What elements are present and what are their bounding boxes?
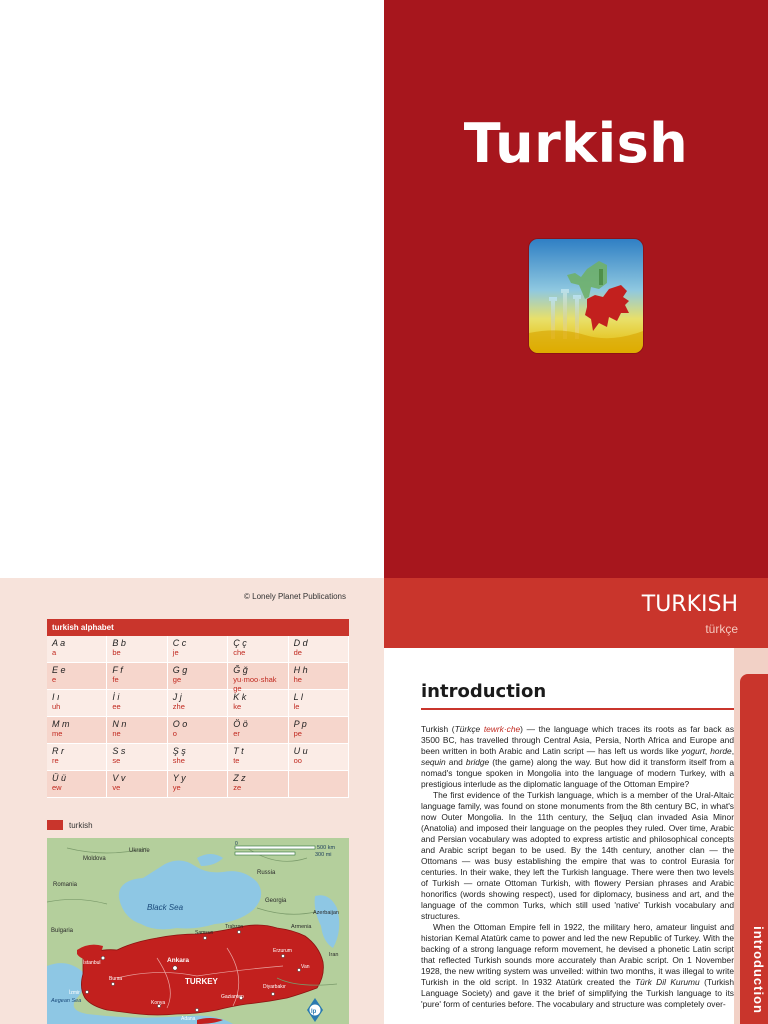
scale-mi: 300 mi <box>315 852 332 858</box>
paragraph-3: When the Ottoman Empire fell in 1922, the military hero, amateur linguist and historian Kemal Atatürk came to power and led the new Republic of Turkey. With the backing of a strong language reform movement, he devised a phonetic Latin script that reflected Turkish sounds more accurately than Arabic script. On 1 November 1928, the new writing system was unveiled: within two months, it was illegal to write Turkish in the old script. In 1932 Atatürk created the Türk Dil Kurumu (Turkish Language Society) and gave it the brief of simplifying the Turkish language to its 'pure' form of centuries before. The vocabulary and structure was completely over- <box>421 922 734 1009</box>
map-label-samsun: Samsun <box>195 930 214 936</box>
map-label-black-sea: Black Sea <box>147 903 184 912</box>
alphabet-letter: L l <box>293 692 303 702</box>
right-page <box>384 578 768 1024</box>
alphabet-cell <box>228 690 288 717</box>
left-page <box>0 578 384 1024</box>
alphabet-pronunciation: de <box>293 648 302 657</box>
alphabet-pronunciation: re <box>52 756 59 765</box>
alphabet-pronunciation: pe <box>293 729 302 738</box>
alphabet-letter: S s <box>112 746 126 756</box>
alphabet-cell <box>228 717 288 744</box>
legend-label: turkish <box>69 820 93 830</box>
alphabet-letter: N n <box>112 719 127 729</box>
alphabet-cell <box>168 717 228 744</box>
section-tab <box>740 674 768 1024</box>
alphabet-pronunciation: a <box>52 648 57 657</box>
alphabet-cell <box>228 744 288 771</box>
map-label-turkey: TURKEY <box>185 977 218 986</box>
cover-title: Turkish <box>463 112 689 175</box>
map-label-diyarbakir: Diyarbakır <box>263 984 286 990</box>
alphabet-pronunciation: ze <box>233 783 242 792</box>
alphabet-cell <box>289 663 349 690</box>
map-label-adana: Adana <box>181 1016 196 1022</box>
alphabet-cell <box>228 636 288 663</box>
alphabet-cell <box>289 771 349 798</box>
alphabet-letter: P p <box>293 719 307 729</box>
alphabet-letter: A a <box>52 638 66 648</box>
alphabet-letter: K k <box>233 692 247 702</box>
alphabet-pronunciation: yu·moo·shak ge <box>233 675 277 693</box>
alphabet-letter: Ü ü <box>52 773 67 783</box>
alphabet-pronunciation: ve <box>112 783 121 792</box>
alphabet-letter: İ i <box>112 692 120 702</box>
alphabet-cell <box>47 771 107 798</box>
alphabet-cell <box>47 744 107 771</box>
alphabet-letter: G g <box>172 665 188 675</box>
map-label-bursa: Bursa <box>109 976 123 982</box>
alphabet-cell <box>228 771 288 798</box>
alphabet-letter: V v <box>112 773 126 783</box>
svg-text:0: 0 <box>235 841 238 847</box>
alphabet-pronunciation: ne <box>112 729 121 738</box>
heading-rule <box>421 708 734 710</box>
alphabet-letter: D d <box>293 638 308 648</box>
map-label-russia: Russia <box>257 870 276 876</box>
map-label-romania: Romania <box>53 882 78 888</box>
alphabet-pronunciation: she <box>172 756 185 765</box>
alphabet-letter: J j <box>172 692 182 702</box>
alphabet-pronunciation: ew <box>52 783 62 792</box>
scale-km: 500 km <box>317 845 336 851</box>
alphabet-pronunciation: er <box>233 729 240 738</box>
alphabet-pronunciation: se <box>112 756 121 765</box>
alphabet-letter: Ğ ğ <box>233 665 248 675</box>
alphabet-pronunciation: ke <box>233 702 242 711</box>
alphabet-pronunciation: e <box>52 675 57 684</box>
alphabet-cell <box>289 744 349 771</box>
alphabet-table <box>47 619 349 798</box>
section-heading: introduction <box>421 681 547 702</box>
alphabet-letter: F f <box>112 665 123 675</box>
alphabet-cell <box>168 744 228 771</box>
alphabet-cell <box>107 636 167 663</box>
alphabet-cell <box>168 663 228 690</box>
alphabet-grid <box>47 636 349 798</box>
alphabet-cell <box>47 663 107 690</box>
map-label-armenia: Armenia <box>291 924 312 930</box>
alphabet-cell <box>168 771 228 798</box>
alphabet-pronunciation: be <box>112 648 121 657</box>
alphabet-pronunciation: uh <box>52 702 61 711</box>
alphabet-cell <box>168 690 228 717</box>
paragraph-2: The first evidence of the Turkish language, which is a member of the Ural-Altaic language family, was found on stone monuments from the 8th century BC, in what's now Outer Mongolia. In the 11th century, the Seljuq clan invaded Asia Minor (Anatolia) and imposed their language on the peoples they ruled. Over time, Arabic and Persian vocabulary was adopted to express artistic and philosophical concepts and Arabic script began to be used. By the 14th century, another clan — the Ottomans — was busy establishing the empire that was to control Eurasia for centuries. In their wake, they left the Turkish language. There were then two levels of Turkish — ornate Ottoman Turkish, with flowery Persian phrases and Arabic honorifics (words showing respect), used for diplomacy, business and art, and the language of the common Turks, which still used 'native' Turkish vocabulary and structures. <box>421 790 734 921</box>
alphabet-pronunciation: zhe <box>172 702 185 711</box>
map-label-bulgaria: Bulgaria <box>51 928 74 934</box>
alphabet-cell <box>107 690 167 717</box>
alphabet-cell <box>289 636 349 663</box>
alphabet-pronunciation: he <box>293 675 302 684</box>
blank-page-area <box>0 0 384 578</box>
map-label-iran: Iran <box>329 952 339 958</box>
alphabet-letter: Ş ş <box>172 746 186 756</box>
alphabet-letter: E e <box>52 665 66 675</box>
alphabet-cell <box>47 636 107 663</box>
turkey-map <box>47 838 349 1024</box>
alphabet-letter: Ç ç <box>233 638 247 648</box>
alphabet-letter: U u <box>293 746 308 756</box>
map-label-azerbaijan: Azerbaijan <box>313 910 339 916</box>
lp-logo-text: lp <box>311 1009 317 1015</box>
alphabet-letter: M m <box>52 719 70 729</box>
map-label-aegean-sea: Aegean Sea <box>51 998 82 1004</box>
alphabet-pronunciation: me <box>52 729 63 738</box>
alphabet-letter: B b <box>112 638 126 648</box>
ruins-icon <box>529 239 643 353</box>
alphabet-pronunciation: le <box>293 702 300 711</box>
map-label-ankara: Ankara <box>167 957 190 964</box>
alphabet-cell <box>289 717 349 744</box>
alphabet-pronunciation: ge <box>172 675 182 684</box>
cover-panel <box>384 0 768 578</box>
map-label-konya: Konya <box>151 1000 166 1006</box>
alphabet-cell <box>107 663 167 690</box>
map-label-georgia: Georgia <box>265 898 287 904</box>
paragraph-1: Turkish (Türkçe tewrk·che) — the language which traces its roots as far back as 3500 BC, has travelled through Central Asia, Persia, North Africa and Europe and been written in both Arabic and Latin script — has left us words like yogurt, horde, sequin and bridge (the game) along the way. But how did it transform itself from a nomad's tongue spoken in Mongolia into the language of modern Turkey, with a prestigious interlude as the diplomatic language of the Ottoman Empire? <box>421 724 735 789</box>
map-label-trabzon: Trabzon <box>225 924 244 930</box>
alphabet-title: turkish alphabet <box>47 619 349 636</box>
alphabet-letter: T t <box>233 746 244 756</box>
alphabet-cell <box>107 717 167 744</box>
language-header <box>384 578 768 648</box>
section-tab-label: introduction <box>751 926 766 1014</box>
alphabet-pronunciation: je <box>172 648 179 657</box>
alphabet-letter: Y y <box>172 773 186 783</box>
alphabet-pronunciation: te <box>233 756 240 765</box>
copyright-notice: © Lonely Planet Publications <box>244 592 346 601</box>
map-label-ukraine: Ukraine <box>129 848 150 854</box>
alphabet-pronunciation: ye <box>172 783 181 792</box>
alphabet-cell <box>228 663 288 693</box>
map-label-izmir: İzmir <box>69 990 80 996</box>
alphabet-letter: I ı <box>52 692 60 702</box>
language-title: TURKISH <box>641 592 738 617</box>
alphabet-letter: O o <box>172 719 188 729</box>
alphabet-letter: Z z <box>233 773 246 783</box>
alphabet-pronunciation: fe <box>112 675 119 684</box>
map-label-istanbul: İstanbul <box>83 960 101 966</box>
legend-swatch <box>47 820 63 830</box>
alphabet-pronunciation: che <box>233 648 246 657</box>
map-label-gaziantep: Gaziantep <box>221 994 244 1000</box>
alphabet-letter: H h <box>293 665 308 675</box>
map-legend <box>47 820 93 830</box>
alphabet-cell <box>47 690 107 717</box>
alphabet-cell <box>289 690 349 717</box>
alphabet-letter: Ö ö <box>233 719 248 729</box>
alphabet-cell <box>47 717 107 744</box>
map-label-moldova: Moldova <box>83 856 106 862</box>
alphabet-letter: C c <box>172 638 187 648</box>
intro-body <box>421 724 734 1010</box>
alphabet-cell <box>107 771 167 798</box>
alphabet-pronunciation: ee <box>112 702 121 711</box>
map-label-erzurum: Erzurum <box>273 948 292 954</box>
language-native-name: türkçe <box>705 622 738 636</box>
map-label-van: Van <box>301 964 310 970</box>
alphabet-pronunciation: o <box>172 729 177 738</box>
alphabet-letter: R r <box>52 746 64 756</box>
alphabet-pronunciation: oo <box>293 756 302 765</box>
alphabet-cell <box>107 744 167 771</box>
alphabet-cell <box>168 636 228 663</box>
